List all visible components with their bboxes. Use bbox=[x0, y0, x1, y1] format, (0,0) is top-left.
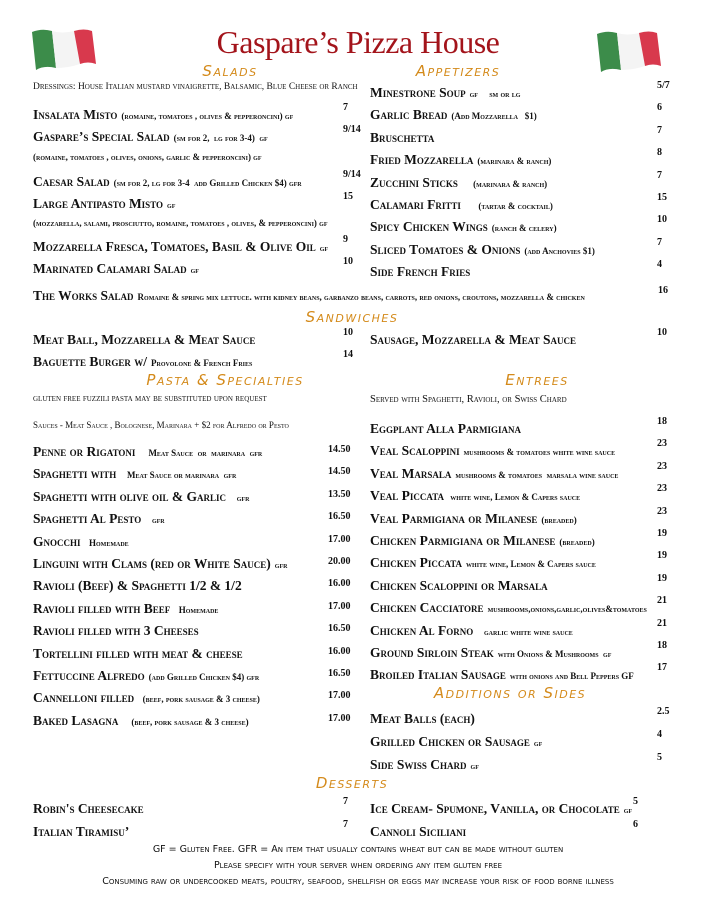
item-detail: gf bbox=[319, 243, 329, 253]
item-name: Spaghetti with bbox=[33, 466, 117, 482]
item-name: Veal Marsala bbox=[370, 465, 452, 481]
item-price: 9/14 bbox=[343, 124, 361, 135]
menu-item bbox=[33, 510, 358, 532]
menu-item bbox=[370, 527, 670, 554]
item-detail: (add Grilled Chicken $4) gfr bbox=[148, 671, 260, 682]
salads-header: Salads bbox=[202, 62, 258, 80]
item-name: Minestrone Soup bbox=[370, 85, 466, 100]
item-name: Chicken Scaloppini or Marsala bbox=[370, 577, 548, 593]
item-price: 21 bbox=[657, 595, 667, 607]
menu-item bbox=[33, 712, 358, 734]
desserts-right-list bbox=[370, 796, 670, 846]
item-name: Veal Piccata bbox=[370, 488, 445, 504]
menu-item bbox=[33, 667, 358, 689]
item-price: 13.50 bbox=[328, 488, 351, 500]
menu-item bbox=[33, 124, 361, 147]
item-price: 4 bbox=[657, 729, 662, 740]
item-price: 10 bbox=[657, 327, 667, 338]
item-name: Eggplant Alla Parmigiana bbox=[370, 421, 522, 436]
item-name: Gaspare’s Special Salad bbox=[33, 129, 170, 144]
item-name: Zucchini Sticks bbox=[370, 174, 458, 190]
item-price: 14.50 bbox=[328, 466, 351, 478]
item-detail: gfr bbox=[230, 492, 250, 503]
menu-item bbox=[370, 259, 670, 285]
menu-item bbox=[33, 256, 358, 285]
item-price: 9/14 bbox=[343, 169, 361, 180]
item-price: 17 bbox=[657, 662, 667, 674]
item-detail: (add Anchovies $1) bbox=[524, 245, 595, 256]
item-detail: with Onions & Mushrooms gf bbox=[497, 648, 612, 659]
menu-item bbox=[370, 706, 670, 733]
menu-item bbox=[370, 752, 670, 779]
item-price: 18 bbox=[657, 416, 667, 427]
sandwiches-left-list bbox=[33, 327, 358, 376]
item-name: Mozzarella Fresca, Tomatoes, Basil & Olive Oil bbox=[33, 239, 316, 254]
item-name: Sliced Tomatoes & Onions bbox=[370, 241, 521, 257]
item-price: 10 bbox=[343, 327, 353, 338]
sides-list bbox=[370, 706, 670, 779]
item-price: 19 bbox=[657, 527, 667, 539]
item-name: Gnocchi bbox=[33, 533, 81, 549]
item-name: Ground Sirloin Steak bbox=[370, 644, 494, 660]
item-price: 6 bbox=[633, 819, 638, 830]
item-name: Garlic Bread bbox=[370, 107, 448, 123]
item-price: 9 bbox=[343, 234, 348, 245]
item-price: 17.00 bbox=[328, 712, 351, 724]
item-name: Chicken Piccata bbox=[370, 555, 463, 571]
menu-item bbox=[33, 102, 358, 128]
item-name: Ravioli filled with 3 Cheeses bbox=[33, 623, 199, 639]
menu-item bbox=[370, 169, 670, 196]
item-detail: gf sm or lg bbox=[469, 89, 521, 99]
item-detail: with onions and Bell Peppers GF bbox=[509, 671, 634, 682]
menu-item bbox=[370, 438, 670, 464]
menu-item bbox=[370, 416, 670, 442]
item-detail: Meat Sauce or marinara gfr bbox=[120, 470, 237, 481]
item-price: 18 bbox=[657, 639, 667, 651]
item-price: 14.50 bbox=[328, 444, 351, 455]
item-note-text: (mozzarella, salami, prosciutto, romaine, tomatoes , olives, & pepperoncini) gf bbox=[33, 218, 328, 228]
menu-item bbox=[370, 236, 670, 263]
item-note-text: (romaine, tomatoes , olives, onions, garlic & pepperoncini) gf bbox=[33, 152, 262, 162]
menu-item bbox=[370, 729, 670, 756]
item-name: Chicken Parmigiana or Milanese bbox=[370, 532, 556, 548]
item-name: Calamari Fritti bbox=[370, 196, 461, 212]
item-price: 7 bbox=[657, 169, 662, 181]
menu-item bbox=[33, 443, 358, 465]
item-detail: (sm for 2, lg for 3-4 add Grilled Chicken $4) gfr bbox=[113, 178, 302, 188]
item-name: Robin's Cheesecake bbox=[33, 801, 144, 816]
restaurant-title: Gaspare’s Pizza House bbox=[216, 24, 500, 60]
item-price: 10 bbox=[657, 214, 667, 226]
item-note bbox=[33, 213, 358, 238]
footer-specify-note: Please specify with your server when ordering any item gluten free bbox=[213, 860, 503, 871]
item-name: Fettuccine Alfredo bbox=[33, 667, 145, 683]
menu-item bbox=[370, 550, 670, 576]
item-name: Cannelloni filled bbox=[33, 690, 135, 706]
item-detail: (ranch & celery) bbox=[491, 223, 557, 234]
item-detail: garlic white wine sauce bbox=[477, 626, 573, 637]
item-detail: mushrooms & tomatoes white wine sauce bbox=[463, 447, 616, 458]
item-detail: gf bbox=[533, 738, 543, 748]
item-name: Side Swiss Chard bbox=[370, 757, 467, 772]
item-price: 16.00 bbox=[328, 645, 351, 657]
item-detail: white wine, Lemon & Capers sauce bbox=[448, 492, 581, 503]
item-name: Grilled Chicken or Sausage bbox=[370, 734, 530, 749]
entrees-header: Entrees bbox=[505, 371, 569, 389]
item-detail: (tartar & cocktail) bbox=[464, 200, 553, 211]
item-price: 7 bbox=[343, 102, 348, 113]
item-name: Italian Tiramisu’ bbox=[33, 824, 130, 839]
menu-item bbox=[370, 617, 670, 644]
item-price: 19 bbox=[657, 572, 667, 584]
item-price: 7 bbox=[343, 796, 348, 807]
item-name: Penne or Rigatoni bbox=[33, 444, 136, 459]
menu-item bbox=[33, 327, 358, 353]
item-detail: mushrooms,onions,garlic,olives&tomatoes bbox=[487, 604, 647, 615]
item-name: Caesar Salad bbox=[33, 174, 110, 189]
menu-item bbox=[33, 488, 358, 510]
item-detail: (marinara & ranch) bbox=[461, 178, 548, 189]
item-detail: gf bbox=[470, 761, 479, 771]
item-price: 5/7 bbox=[657, 80, 670, 91]
menu-item bbox=[370, 572, 670, 599]
item-name: Spaghetti Al Pesto bbox=[33, 511, 142, 527]
menu-item bbox=[370, 147, 670, 173]
menu-item bbox=[370, 214, 670, 240]
menu-item bbox=[370, 505, 670, 532]
item-name: Marinated Calamari Salad bbox=[33, 261, 187, 276]
menu-item bbox=[33, 819, 358, 846]
item-detail: Provolone & French Fries bbox=[151, 358, 253, 369]
item-name: Side French Fries bbox=[370, 264, 471, 280]
item-price: 14 bbox=[343, 349, 353, 361]
item-price: 17.00 bbox=[328, 690, 351, 702]
entrees-note: Served with Spaghetti, Ravioli, or Swiss Chard bbox=[370, 394, 567, 405]
item-detail: (marinara & ranch) bbox=[477, 156, 552, 167]
item-price: 5 bbox=[657, 752, 662, 763]
item-detail: gf bbox=[623, 805, 633, 815]
item-detail: gf bbox=[167, 200, 176, 210]
item-name: Insalata Misto bbox=[33, 107, 118, 122]
item-name: Baguette Burger w/ bbox=[33, 354, 148, 370]
menu-item bbox=[370, 639, 670, 666]
pasta-gluten-note: gluten free fuzzili pasta may be substituted upon request bbox=[33, 394, 267, 404]
item-name: Veal Parmigiana or Milanese bbox=[370, 510, 538, 526]
item-detail: (beef, pork sausage & 3 cheese) bbox=[138, 694, 260, 705]
item-note bbox=[33, 147, 358, 173]
item-detail: (romaine, tomatoes , olives & pepperoncini) gf bbox=[121, 111, 294, 121]
footer-gluten-note: GF = Gluten Free. GFR = An item that usually contains wheat but can be made without gluten bbox=[152, 844, 564, 855]
menu-item bbox=[33, 533, 358, 555]
item-price: 17.00 bbox=[328, 533, 351, 545]
item-name: Chicken Al Forno bbox=[370, 622, 474, 638]
item-name: Cannoli Siciliani bbox=[370, 824, 467, 839]
item-name: The Works Salad bbox=[33, 288, 134, 303]
item-name: Fried Mozzarella bbox=[370, 152, 474, 168]
item-detail: (sm for 2, lg for 3-4) gf bbox=[173, 133, 268, 143]
menu-item bbox=[33, 577, 358, 599]
menu-item bbox=[33, 622, 358, 644]
item-detail: mushrooms & tomatoes marsala wine sauce bbox=[455, 469, 619, 480]
menu-item bbox=[33, 600, 358, 622]
menu-item bbox=[33, 645, 358, 667]
item-detail: Homemade bbox=[84, 537, 129, 548]
item-price: 23 bbox=[657, 505, 667, 517]
menu-item bbox=[370, 819, 670, 846]
menu-item bbox=[370, 595, 670, 621]
item-name: Ice Cream- Spumone, Vanilla, or Chocolate bbox=[370, 801, 620, 816]
item-price: 15 bbox=[343, 191, 353, 202]
item-detail: gf bbox=[190, 265, 199, 275]
works-salad-item bbox=[33, 287, 585, 305]
item-name: Tortellini filled with meat & cheese bbox=[33, 645, 243, 661]
item-detail: (beef, pork sausage & 3 cheese) bbox=[122, 716, 249, 727]
item-detail: (breaded) bbox=[559, 536, 595, 547]
menu-item bbox=[370, 483, 670, 509]
item-price: 16.50 bbox=[328, 667, 351, 679]
item-name: Large Antipasto Misto bbox=[33, 196, 164, 211]
desserts-header: Desserts bbox=[315, 774, 389, 792]
salads-list bbox=[33, 102, 361, 285]
item-price: 4 bbox=[657, 259, 662, 271]
sandwiches-right-list bbox=[370, 327, 670, 353]
item-name: Sausage, Mozzarella & Meat Sauce bbox=[370, 332, 576, 347]
dressings-note: Dressings: House Italian mustard vinaigrette, Balsamic, Blue Cheese or Ranch bbox=[33, 82, 358, 92]
item-price: 7 bbox=[343, 819, 348, 830]
item-name: Baked Lasagna bbox=[33, 712, 119, 728]
item-name: Bruschetta bbox=[370, 129, 435, 145]
item-price: 6 bbox=[657, 102, 662, 114]
menu-item bbox=[370, 102, 670, 128]
menu-item bbox=[370, 460, 670, 487]
appetizers-list bbox=[370, 80, 670, 286]
menu-item bbox=[33, 689, 358, 711]
item-detail: Homemade bbox=[174, 604, 219, 615]
pasta-header: Pasta & Specialties bbox=[146, 371, 304, 389]
menu-item bbox=[33, 555, 358, 577]
menu-item bbox=[33, 191, 358, 213]
pasta-sauces-note: Sauces - Meat Sauce , Bolognese, Marinara + $2 for Alfredo or Pesto bbox=[33, 420, 289, 430]
menu-item bbox=[33, 465, 358, 487]
item-detail: white wine, Lemon & Capers sauce bbox=[466, 559, 596, 570]
pasta-list bbox=[33, 443, 358, 734]
item-name: Chicken Cacciatore bbox=[370, 600, 484, 616]
item-price: 8 bbox=[657, 147, 662, 159]
item-name: Veal Scaloppini bbox=[370, 443, 460, 459]
item-detail: gfr bbox=[145, 515, 165, 526]
item-name: Broiled Italian Sausage bbox=[370, 667, 506, 683]
entrees-list bbox=[370, 416, 670, 689]
item-detail: (Add Mozzarella $1) bbox=[451, 111, 537, 122]
desserts-left-list bbox=[33, 796, 358, 846]
item-price: 23 bbox=[657, 438, 667, 450]
item-price: 5 bbox=[633, 796, 638, 807]
item-name: Spicy Chicken Wings bbox=[370, 219, 488, 235]
sandwiches-header: Sandwiches bbox=[305, 308, 399, 326]
menu-item bbox=[33, 234, 358, 260]
item-name: Meat Ball, Mozzarella & Meat Sauce bbox=[33, 332, 256, 347]
sides-header: Additions or Sides bbox=[433, 684, 587, 702]
item-name: Meat Balls (each) bbox=[370, 711, 475, 726]
item-price: 7 bbox=[657, 124, 662, 136]
menu-item bbox=[370, 796, 670, 823]
item-price: 7 bbox=[657, 236, 662, 248]
item-price: 16 bbox=[658, 285, 668, 296]
item-name: Ravioli filled with Beef bbox=[33, 600, 171, 616]
item-detail: (breaded) bbox=[541, 514, 577, 525]
item-price: 10 bbox=[343, 256, 353, 267]
item-price: 23 bbox=[657, 460, 667, 472]
item-price: 16.50 bbox=[328, 511, 351, 523]
item-price: 2.5 bbox=[657, 706, 670, 717]
menu-item bbox=[370, 327, 670, 353]
menu-item bbox=[370, 124, 670, 151]
item-detail: Meat Sauce or marinara gfr bbox=[139, 448, 263, 458]
item-price: 17.00 bbox=[328, 600, 351, 612]
appetizers-header: Appetizers bbox=[415, 62, 501, 80]
item-price: 20.00 bbox=[328, 555, 351, 567]
item-price: 19 bbox=[657, 550, 667, 562]
item-price: 21 bbox=[657, 617, 667, 629]
menu-item bbox=[370, 191, 670, 218]
item-name: Spaghetti with olive oil & Garlic bbox=[33, 488, 226, 504]
item-price: 16.00 bbox=[328, 578, 351, 590]
menu-item bbox=[33, 796, 358, 823]
item-name: Linguini with Clams (red or White Sauce) bbox=[33, 555, 271, 571]
item-detail: Romaine & spring mix lettuce. with kidney beans, garbanzo beans, carrots, red onions, croutons, mozzarella & chicken bbox=[137, 292, 585, 302]
item-name: Ravioli (Beef) & Spaghetti 1/2 & 1/2 bbox=[33, 578, 242, 594]
menu-item bbox=[33, 169, 361, 195]
menu-item bbox=[370, 80, 670, 106]
item-detail: gfr bbox=[274, 559, 288, 570]
item-price: 15 bbox=[657, 191, 667, 203]
item-price: 16.50 bbox=[328, 623, 351, 635]
footer-consumption-warning: Consuming raw or undercooked meats, poultry, seafood, shellfish or eggs may increase your risk of food borne illness bbox=[102, 876, 614, 887]
item-price: 23 bbox=[657, 483, 667, 495]
